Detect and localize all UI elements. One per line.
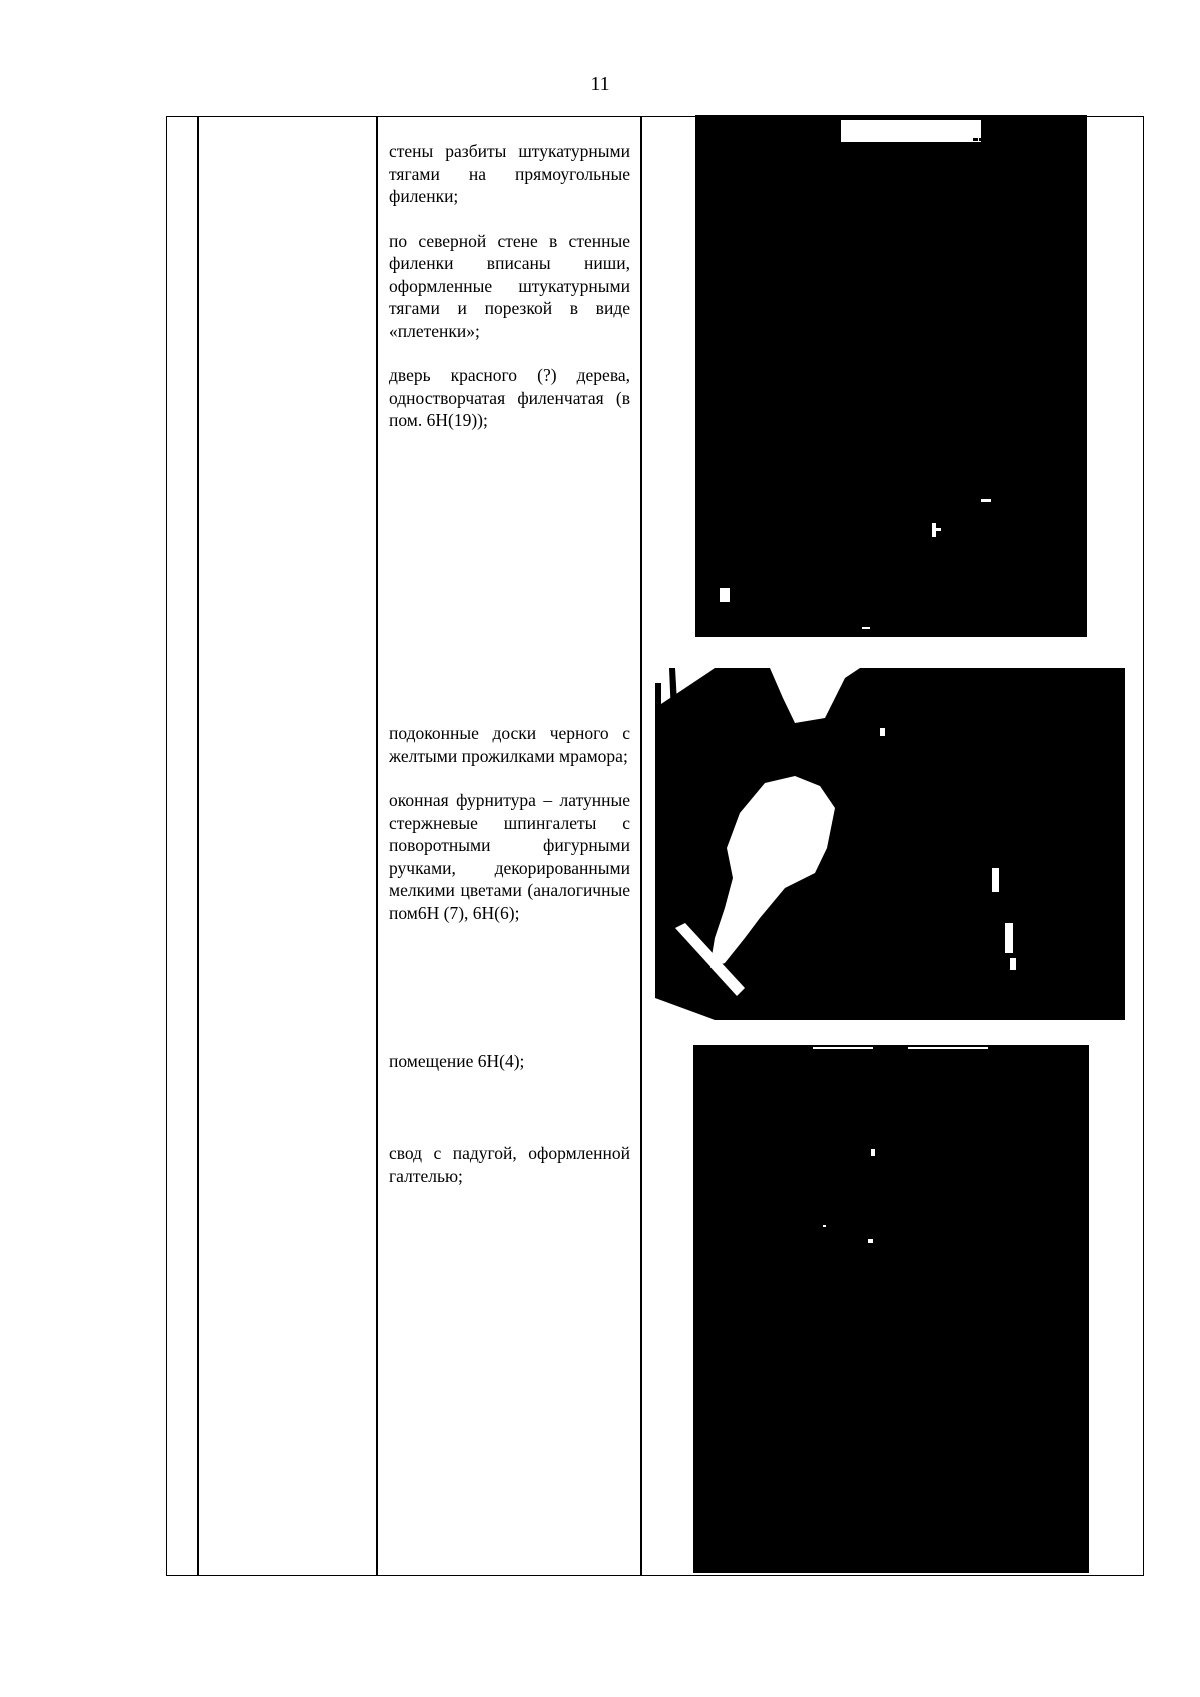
column-divider-2 — [376, 116, 378, 1576]
text-window-hardware: оконная фурнитура – латунные стержневые шпингалеты с поворотными фигурными ручками, декорированными мелкими цветами (аналогичные пом6Н (7), 6Н(6); — [389, 790, 630, 923]
description-block-walls — [389, 140, 630, 432]
text-north-wall-niches: по северной стене в стенные филенки вписаны ниши, оформленные штукатурными тягами и порезкой в виде «плетенки»; — [389, 230, 630, 341]
description-block-windows — [389, 722, 630, 924]
photo-window-fittings — [655, 668, 1125, 1020]
column-divider-1 — [197, 116, 199, 1576]
photo-vault-room — [693, 1045, 1089, 1573]
photo-wall-panels — [695, 115, 1087, 637]
page-number: 11 — [590, 73, 610, 95]
column-divider-3 — [640, 116, 642, 1576]
text-walls-panels: стены разбиты штукатурными тягами на прямоугольные филенки; — [389, 141, 630, 206]
description-block-room — [389, 1050, 630, 1073]
text-vault-cove: свод с падугой, оформленной галтелью; — [389, 1143, 630, 1186]
description-block-vault — [389, 1142, 630, 1187]
text-mahogany-door: дверь красного (?) дерева, одностворчатая филенчатая (в пом. 6Н(19)); — [389, 365, 630, 430]
text-window-sills: подоконные доски черного с желтыми прожилками мрамора; — [389, 723, 630, 766]
text-room-6n4: помещение 6Н(4); — [389, 1051, 525, 1071]
